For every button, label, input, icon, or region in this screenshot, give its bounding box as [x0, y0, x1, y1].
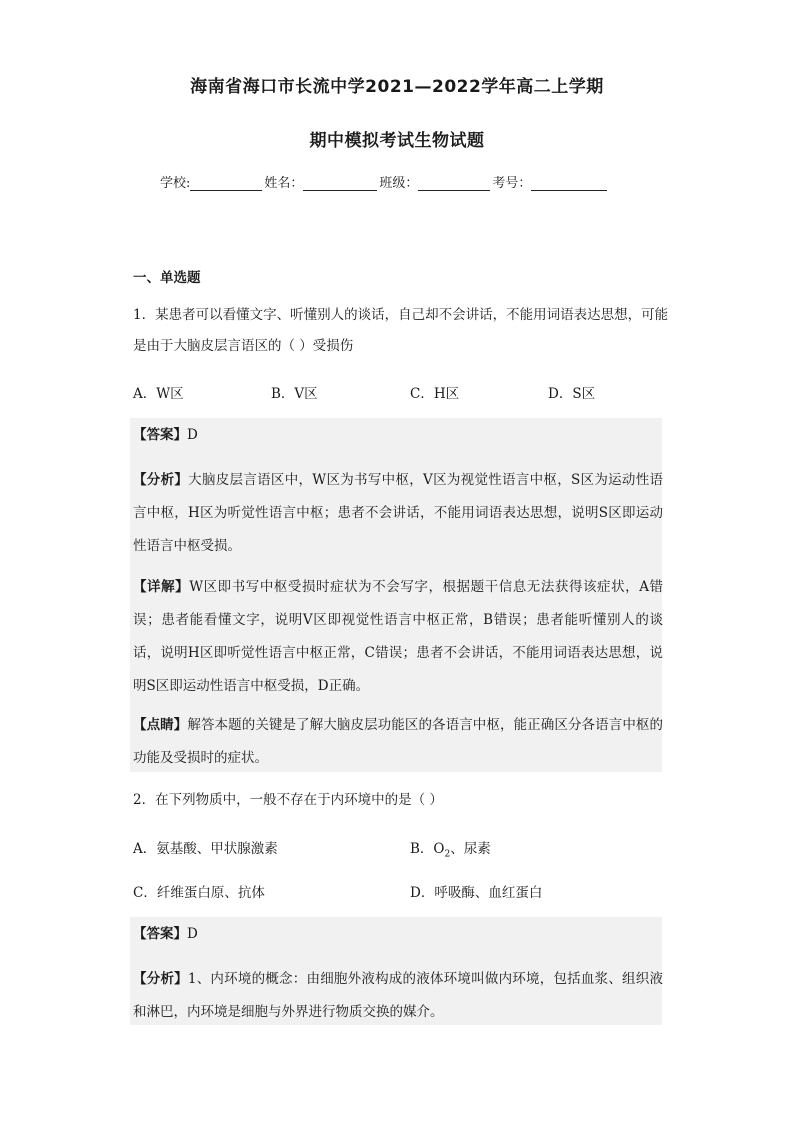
q2-option-b-sub: 2	[444, 849, 451, 860]
comment-tag: 【点睛】	[133, 717, 188, 733]
school-label: 学校:	[160, 176, 191, 191]
analysis-text: 大脑皮层言语区中，W区为书写中枢，V区为视觉性语言中枢，S区为运动性语言中枢，H区为听觉性语言中枢；患者不会讲话，不能用词语表达思想，说明S区即运动性语言中枢受损。	[133, 472, 663, 554]
analysis-tag: 【分析】	[133, 971, 188, 987]
answer-tag: 【答案】	[133, 427, 187, 443]
exam-no-label: 考号：	[492, 176, 532, 191]
analysis-text: 1、内环境的概念：由细胞外液构成的液体环境叫做内环境，包括血浆、组织液和淋巴，内环境是细胞与外界进行物质交换的媒介。	[133, 971, 664, 1020]
exam-no-blank[interactable]	[531, 176, 607, 191]
answer-tag: 【答案】	[133, 926, 187, 942]
class-label: 班级：	[379, 176, 419, 191]
q1-option-c: C．H区	[410, 386, 460, 402]
answer-value: D	[187, 926, 198, 942]
student-info-line	[160, 172, 609, 191]
q2-analysis	[133, 963, 663, 1029]
q2-option-b-prefix: B．O	[410, 841, 445, 857]
q1-detail	[133, 571, 663, 703]
section-heading: 一、单选题	[133, 270, 201, 286]
school-blank[interactable]	[190, 176, 262, 191]
q1-comment	[133, 709, 663, 775]
class-blank[interactable]	[418, 176, 490, 191]
answer-value: D	[187, 427, 198, 443]
detail-tag: 【详解】	[133, 579, 190, 595]
q1-analysis	[133, 464, 663, 563]
q2-option-b	[410, 837, 491, 860]
q2-answer	[133, 918, 663, 951]
q2-option-a: A．氨基酸、甲状腺激素	[133, 841, 278, 857]
question-1-stem: 1．某患者可以看懂文字、听懂别人的谈话，自己却不会讲话，不能用词语表达思想，可能是由于大脑皮层言语区的（ ）受损伤	[133, 307, 669, 354]
analysis-tag: 【分析】	[133, 472, 189, 488]
doc-title-line2: 期中模拟考试生物试题	[309, 131, 485, 151]
q1-answer	[133, 419, 663, 452]
q2-option-d: D．呼吸酶、血红蛋白	[410, 885, 543, 901]
q1-option-b: B．V区	[271, 386, 318, 402]
q1-option-d: D．S区	[548, 386, 596, 402]
q2-option-c: C．纤维蛋白原、抗体	[133, 885, 265, 901]
doc-title-line1: 海南省海口市长流中学2021—2022学年高二上学期	[190, 77, 604, 97]
question-2-stem: 2．在下列物质中，一般不存在于内环境中的是（ ）	[133, 792, 443, 808]
q1-option-a: A．W区	[133, 386, 184, 402]
comment-text: 解答本题的关键是了解大脑皮层功能区的各语言中枢，能正确区分各语言中枢的功能及受损时的症状。	[133, 717, 664, 766]
name-blank[interactable]	[303, 176, 377, 191]
detail-text: W区即书写中枢受损时症状为不会写字，根据题干信息无法获得该症状，A错误；患者能看懂文字，说明V区即视觉性语言中枢正常，B错误；患者能听懂别人的谈话，说明H区即听觉性语言中枢正常，C错误；患者不会讲话，不能用词语表达思想，说明S区即运动性语言中枢受损，D正确。	[133, 579, 663, 694]
q2-option-b-suffix: 、尿素	[450, 841, 491, 857]
name-label: 姓名：	[264, 176, 304, 191]
